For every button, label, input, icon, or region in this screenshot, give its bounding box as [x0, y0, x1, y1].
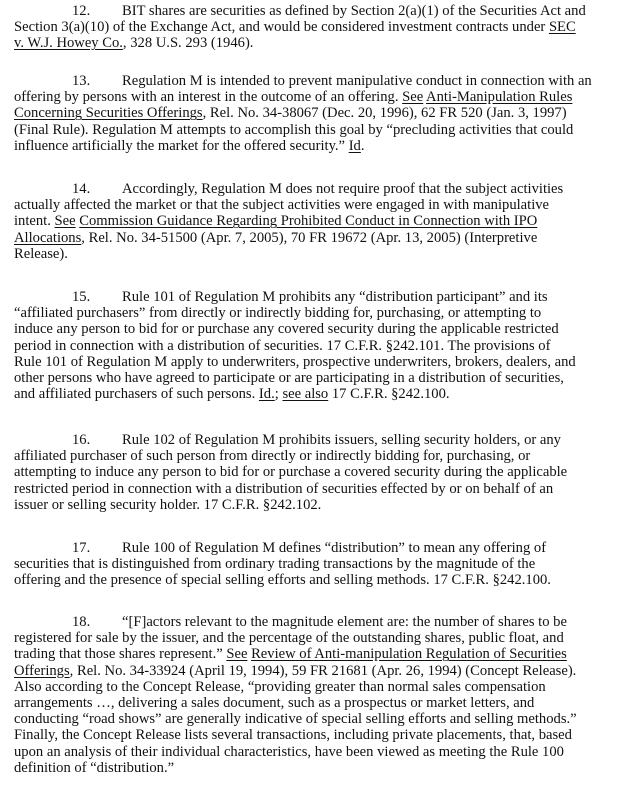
- body-text: other persons who have agreed to participate or are participating in a distribution of securities,: [14, 370, 564, 387]
- footnote-18: [14, 614, 628, 776]
- footnote-line: [14, 3, 628, 19]
- body-text: , Rel. No. 34-33924 (April 19, 1994), 59 FR 21681 (Apr. 26, 1994) (Concept Release).: [69, 662, 577, 679]
- body-text: Accordingly, Regulation M does not require proof that the subject activities: [122, 181, 564, 197]
- body-text: and affiliated purchasers of such persons.: [14, 386, 259, 403]
- footnote-line: [14, 213, 628, 229]
- body-text: influence artificially the market for the offered security.”: [14, 137, 349, 154]
- footnote-line: [14, 695, 628, 711]
- footnote-line: [14, 289, 628, 305]
- footnote-line: [14, 744, 628, 760]
- body-text: , Rel. No. 34-51500 (Apr. 7, 2005), 70 FR 19672 (Apr. 13, 2005) (Interpretive: [81, 229, 538, 246]
- footnote-line: [14, 89, 628, 105]
- footnote-line: [14, 630, 628, 646]
- footnote-line: [14, 614, 628, 630]
- footnote-number: 17.: [72, 540, 91, 556]
- body-text: “[F]actors relevant to the magnitude element are: the number of shares to be: [122, 614, 567, 630]
- body-text: conducting “road shows” are generally indicative of special selling efforts and selling methods.”: [14, 711, 577, 728]
- footnote-line: [14, 354, 628, 370]
- footnote-line: [14, 432, 628, 448]
- footnote-number: 12.: [72, 3, 91, 19]
- footnote-line: [14, 105, 628, 121]
- body-text: Rule 101 of Regulation M prohibits any “distribution participant” and its: [122, 289, 548, 305]
- body-text: definition of “distribution.”: [14, 759, 175, 776]
- footnote-number: 14.: [72, 181, 91, 197]
- footnote-number: 18.: [72, 614, 91, 630]
- body-text: “affiliated purchasers” from directly or indirectly bidding for, purchasing, or attempting to: [14, 305, 542, 322]
- footnote-line: [14, 138, 628, 154]
- body-text: intent.: [14, 213, 55, 230]
- body-text: trading that those shares represent.”: [14, 646, 227, 663]
- footnote-line: [14, 448, 628, 464]
- footnote-line: [14, 19, 628, 35]
- body-text: induce any person to bid for or purchase any covered security during the applicable restricted: [14, 321, 559, 338]
- citation-link: Id.: [258, 386, 275, 403]
- citation-link: Anti-Manipulation Rules: [426, 89, 573, 106]
- body-text: registered for sale by the issuer, and the percentage of the outstanding shares, public float, and: [14, 630, 564, 647]
- footnote-line: [14, 338, 628, 354]
- citation-link: See: [402, 89, 424, 106]
- body-text: issuer or selling security holder. 17 C.F.R. §242.102.: [14, 496, 322, 513]
- body-text: offering by persons with an interest in the outcome of an offering.: [14, 89, 403, 106]
- footnote-line: [14, 711, 628, 727]
- body-text: (Final Rule). Regulation M attempts to accomplish this goal by “precluding activities that could: [14, 121, 574, 138]
- footnote-line: [14, 197, 628, 213]
- body-text: , 328 U.S. 293 (1946).: [122, 35, 254, 52]
- footnote-line: [14, 73, 628, 89]
- body-text: arrangements …, delivering a sales document, such as a prospectus or market letters, and: [14, 695, 535, 712]
- footnote-line: [14, 572, 628, 588]
- footnote-line: [14, 305, 628, 321]
- footnote-line: [14, 727, 628, 743]
- footnote-line: [14, 497, 628, 513]
- footnote-16: [14, 432, 628, 513]
- footnote-15: [14, 289, 628, 402]
- footnote-line: [14, 122, 628, 138]
- body-text: period in connection with a distribution of securities. 17 C.F.R. §242.101. The provisions of: [14, 337, 551, 354]
- footnote-line: [14, 464, 628, 480]
- body-text: Rule 100 of Regulation M defines “distribution” to mean any offering of: [122, 540, 547, 556]
- citation-link: See: [226, 646, 248, 663]
- citation-link: see also: [282, 386, 329, 403]
- body-text: Rule 102 of Regulation M prohibits issuers, selling security holders, or any: [122, 432, 561, 448]
- footnote-number: 15.: [72, 289, 91, 305]
- footnote-line: [14, 181, 628, 197]
- body-text: Finally, the Concept Release lists several transactions, including private placements, that, based: [14, 727, 572, 744]
- footnote-line: [14, 35, 628, 51]
- footnote-line: [14, 386, 628, 402]
- footnote-line: [14, 370, 628, 386]
- footnote-line: [14, 246, 628, 262]
- citation-link: SEC: [548, 19, 576, 36]
- body-text: offering and the presence of special selling efforts and selling methods. 17 C.F.R. §242.100.: [14, 572, 551, 589]
- body-text: Also according to the Concept Release, “providing greater than normal sales compensation: [14, 678, 546, 695]
- footnote-number: 16.: [72, 432, 91, 448]
- citation-link: See: [54, 213, 76, 230]
- footnote-number: 13.: [72, 73, 91, 89]
- footnote-line: [14, 540, 628, 556]
- footnote-17: [14, 540, 628, 589]
- citation-link: Id: [348, 137, 361, 154]
- body-text: attempting to induce any person to bid for or purchase a covered security during the applicable: [14, 464, 568, 481]
- citation-link: v. W.J. Howey Co.: [14, 35, 123, 52]
- body-text: Regulation M is intended to prevent manipulative conduct in connection with an: [122, 73, 592, 89]
- footnote-line: [14, 663, 628, 679]
- footnote-line: [14, 760, 628, 776]
- footnote-line: [14, 481, 628, 497]
- body-text: securities that is distinguished from ordinary trading transactions by the magnitude of the: [14, 556, 536, 573]
- body-text: ;: [274, 386, 283, 403]
- citation-link: Review of Anti-manipulation Regulation of Securities: [251, 646, 567, 663]
- body-text: BIT shares are securities as defined by Section 2(a)(1) of the Securities Act and: [122, 3, 586, 19]
- body-text: , Rel. No. 34-38067 (Dec. 20, 1996), 62 FR 520 (Jan. 3, 1997): [202, 105, 567, 122]
- body-text: .: [360, 137, 365, 154]
- citation-link: Allocations: [14, 229, 82, 246]
- footnote-14: [14, 181, 628, 262]
- body-text: Section 3(a)(10) of the Exchange Act, and would be considered investment contracts under: [14, 19, 549, 36]
- footnote-line: [14, 679, 628, 695]
- body-text: 17 C.F.R. §242.100.: [328, 386, 450, 403]
- body-text: Rule 101 of Regulation M apply to underwriters, prospective underwriters, brokers, dealers, and: [14, 353, 576, 370]
- footnote-12: [14, 3, 628, 52]
- body-text: upon an analysis of their individual characteristics, have been viewed as meeting the Rule 100: [14, 743, 564, 760]
- footnote-line: [14, 321, 628, 337]
- citation-link: Concerning Securities Offerings: [14, 105, 203, 122]
- body-text: restricted period in connection with a distribution of securities effected by or on behalf of an: [14, 480, 554, 497]
- body-text: affiliated purchaser of such person from directly or indirectly bidding for, purchasing, or: [14, 448, 531, 465]
- footnote-line: [14, 646, 628, 662]
- body-text: Release).: [14, 245, 68, 262]
- citation-link: Commission Guidance Regarding Prohibited Conduct in Connection with IPO: [79, 213, 538, 230]
- footnote-13: [14, 73, 628, 154]
- body-text: actually affected the market or that the subject activities were engaged in with manipulative: [14, 197, 550, 214]
- citation-link: Offerings: [14, 662, 70, 679]
- footnote-line: [14, 556, 628, 572]
- footnote-line: [14, 230, 628, 246]
